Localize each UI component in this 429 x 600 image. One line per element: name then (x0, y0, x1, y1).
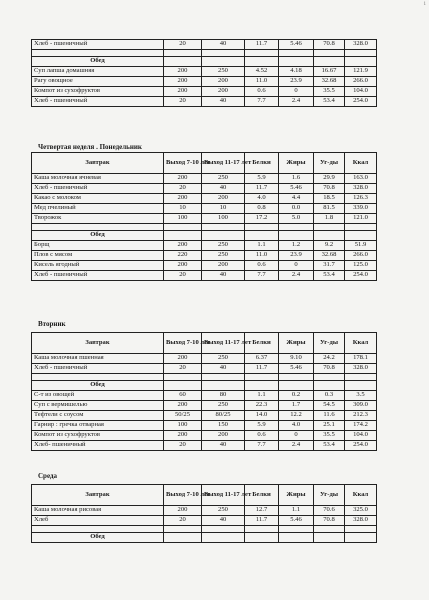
cell-dish-name: Кисель ягодный (32, 261, 164, 271)
empty-cell (245, 57, 279, 67)
cell-portion-7-10: 20 (164, 271, 202, 281)
cell-portion-11-17: 250 (202, 174, 245, 184)
cell-portion-7-10: 200 (164, 87, 202, 97)
cell-protein: 14.0 (245, 411, 279, 421)
cell-portion-7-10: 10 (164, 204, 202, 214)
cell-portion-11-17: 250 (202, 354, 245, 364)
cell-dish-name: Хлеб - пшеничный (32, 184, 164, 194)
cell-fat: 5.46 (279, 516, 314, 526)
table-row (32, 184, 377, 194)
table-row (32, 204, 377, 214)
column-header-dish-name: Завтрак (32, 333, 164, 354)
cell-fat: 23.9 (279, 77, 314, 87)
cell-carbs: 24.2 (314, 354, 345, 364)
cell-portion-11-17: 40 (202, 364, 245, 374)
cell-portion-7-10: 200 (164, 241, 202, 251)
cell-portion-11-17: 80 (202, 391, 245, 401)
empty-cell (245, 224, 279, 231)
column-header-portion-7-10: Выход 7-10 лет (164, 485, 202, 506)
table-header-row (32, 333, 377, 354)
empty-cell (314, 526, 345, 533)
cell-fat: 5.0 (279, 214, 314, 224)
cell-protein: 5.9 (245, 421, 279, 431)
empty-cell (245, 526, 279, 533)
table-row (32, 506, 377, 516)
day-heading-wednesday: Среда (38, 472, 58, 480)
empty-cell (202, 374, 245, 381)
empty-cell (314, 381, 345, 391)
cell-portion-11-17: 40 (202, 97, 245, 107)
cell-kcal: 266.0 (345, 251, 377, 261)
section-label: Обед (32, 381, 164, 391)
cell-kcal: 266.0 (345, 77, 377, 87)
cell-fat: 9.10 (279, 354, 314, 364)
cell-dish-name: Хлеб (32, 516, 164, 526)
cell-fat: 0 (279, 431, 314, 441)
table-row (32, 194, 377, 204)
empty-cell (279, 50, 314, 57)
cell-dish-name: Плов с мясом (32, 251, 164, 261)
table-row (32, 174, 377, 184)
cell-portion-7-10: 20 (164, 516, 202, 526)
empty-cell (245, 231, 279, 241)
cell-portion-7-10: 100 (164, 214, 202, 224)
cell-protein: 1.1 (245, 241, 279, 251)
table-row (32, 67, 377, 77)
cell-portion-11-17: 10 (202, 204, 245, 214)
column-header-carbs: Уг-ды (314, 153, 345, 174)
cell-kcal: 104.0 (345, 431, 377, 441)
section-row (32, 231, 377, 241)
table-row (32, 77, 377, 87)
menu-table-wednesday (31, 484, 377, 543)
cell-portion-7-10: 200 (164, 194, 202, 204)
cell-protein: 5.9 (245, 174, 279, 184)
cell-dish-name: Хлеб - пшеничный (32, 271, 164, 281)
cell-portion-11-17: 250 (202, 67, 245, 77)
cell-portion-7-10: 200 (164, 401, 202, 411)
column-header-fat: Жиры (279, 333, 314, 354)
cell-portion-7-10: 100 (164, 421, 202, 431)
cell-portion-7-10: 200 (164, 174, 202, 184)
table-row (32, 87, 377, 97)
cell-kcal: 328.0 (345, 184, 377, 194)
cell-portion-7-10: 200 (164, 506, 202, 516)
table-row (32, 241, 377, 251)
column-header-dish-name: Завтрак (32, 485, 164, 506)
cell-portion-11-17: 40 (202, 271, 245, 281)
cell-protein: 0.6 (245, 261, 279, 271)
cell-portion-11-17: 200 (202, 431, 245, 441)
empty-cell (279, 231, 314, 241)
cell-carbs: 53.4 (314, 441, 345, 451)
cell-carbs: 29.9 (314, 174, 345, 184)
table-row (32, 431, 377, 441)
cell-protein: 4.0 (245, 194, 279, 204)
table-header-row (32, 485, 377, 506)
empty-cell (164, 526, 202, 533)
cell-kcal: 3.5 (345, 391, 377, 401)
cell-kcal: 339.0 (345, 204, 377, 214)
table-row (32, 354, 377, 364)
cell-fat: 23.9 (279, 251, 314, 261)
cell-dish-name: Хлеб - пшеничный (32, 40, 164, 50)
table-row (32, 401, 377, 411)
empty-cell (345, 231, 377, 241)
empty-cell (245, 374, 279, 381)
empty-cell (314, 231, 345, 241)
cell-portion-7-10: 20 (164, 184, 202, 194)
cell-portion-11-17: 100 (202, 214, 245, 224)
cell-fat: 5.46 (279, 364, 314, 374)
section-label: Обед (32, 533, 164, 543)
cell-protein: 6.37 (245, 354, 279, 364)
cell-kcal: 328.0 (345, 40, 377, 50)
table-row (32, 421, 377, 431)
cell-dish-name: Хлеб - пшеничный (32, 364, 164, 374)
cell-dish-name: Каша молочная пшенная (32, 354, 164, 364)
table-row (32, 97, 377, 107)
empty-cell (279, 526, 314, 533)
table-row (32, 411, 377, 421)
spacer-row (32, 50, 377, 57)
column-header-portion-11-17: Выход 11-17 лет (202, 485, 245, 506)
empty-cell (345, 526, 377, 533)
section-label: Обед (32, 231, 164, 241)
table-row (32, 261, 377, 271)
cell-dish-name: Хлеб - пшеничный (32, 97, 164, 107)
cell-fat: 12.2 (279, 411, 314, 421)
cell-carbs: 1.8 (314, 214, 345, 224)
empty-cell (279, 533, 314, 543)
section-row (32, 381, 377, 391)
column-header-portion-11-17: Выход 11-17 лет (202, 333, 245, 354)
column-header-kcal: Ккал (345, 333, 377, 354)
cell-protein: 4.52 (245, 67, 279, 77)
column-header-kcal: Ккал (345, 485, 377, 506)
empty-cell (345, 381, 377, 391)
table-row (32, 271, 377, 281)
cell-fat: 0.0 (279, 204, 314, 214)
column-header-portion-7-10: Выход 7-10 лет (164, 153, 202, 174)
cell-protein: 0.8 (245, 204, 279, 214)
cell-carbs: 25.1 (314, 421, 345, 431)
column-header-carbs: Уг-ды (314, 333, 345, 354)
menu-table-continuation (31, 39, 377, 107)
cell-portion-11-17: 250 (202, 506, 245, 516)
cell-portion-11-17: 40 (202, 184, 245, 194)
empty-cell (345, 224, 377, 231)
cell-protein: 1.1 (245, 391, 279, 401)
cell-protein: 11.7 (245, 184, 279, 194)
cell-protein: 7.7 (245, 97, 279, 107)
cell-carbs: 53.4 (314, 271, 345, 281)
column-header-dish-name: Завтрак (32, 153, 164, 174)
cell-portion-7-10: 200 (164, 354, 202, 364)
cell-fat: 1.6 (279, 174, 314, 184)
cell-dish-name: Какао с молоком (32, 194, 164, 204)
column-header-fat: Жиры (279, 153, 314, 174)
cell-portion-11-17: 80/25 (202, 411, 245, 421)
cell-portion-7-10: 20 (164, 97, 202, 107)
cell-portion-7-10: 220 (164, 251, 202, 261)
cell-kcal: 254.0 (345, 441, 377, 451)
cell-protein: 11.7 (245, 516, 279, 526)
cell-fat: 4.18 (279, 67, 314, 77)
cell-protein: 12.7 (245, 506, 279, 516)
cell-kcal: 178.1 (345, 354, 377, 364)
cell-kcal: 328.0 (345, 364, 377, 374)
cell-carbs: 70.6 (314, 506, 345, 516)
cell-carbs: 16.67 (314, 67, 345, 77)
cell-portion-11-17: 200 (202, 87, 245, 97)
cell-carbs: 70.8 (314, 364, 345, 374)
cell-portion-7-10: 60 (164, 391, 202, 401)
empty-cell (345, 50, 377, 57)
cell-kcal: 121.0 (345, 214, 377, 224)
empty-cell (202, 57, 245, 67)
cell-portion-7-10: 50/25 (164, 411, 202, 421)
cell-fat: 0 (279, 261, 314, 271)
cell-kcal: 125.0 (345, 261, 377, 271)
cell-portion-11-17: 40 (202, 40, 245, 50)
empty-cell (279, 374, 314, 381)
cell-carbs: 0.3 (314, 391, 345, 401)
table-row (32, 251, 377, 261)
cell-fat: 2.4 (279, 271, 314, 281)
cell-protein: 7.7 (245, 441, 279, 451)
empty-cell (202, 533, 245, 543)
cell-dish-name: Суп с вермишелью (32, 401, 164, 411)
empty-cell (314, 533, 345, 543)
cell-portion-11-17: 40 (202, 441, 245, 451)
cell-carbs: 53.4 (314, 97, 345, 107)
cell-kcal: 328.0 (345, 516, 377, 526)
cell-fat: 0.2 (279, 391, 314, 401)
table-row (32, 214, 377, 224)
empty-cell (164, 533, 202, 543)
cell-portion-11-17: 250 (202, 241, 245, 251)
cell-kcal: 212.3 (345, 411, 377, 421)
empty-cell (245, 381, 279, 391)
cell-kcal: 121.9 (345, 67, 377, 77)
cell-fat: 1.1 (279, 506, 314, 516)
column-header-portion-7-10: Выход 7-10 лет (164, 333, 202, 354)
empty-cell (314, 57, 345, 67)
cell-kcal: 174.2 (345, 421, 377, 431)
cell-dish-name: Гарнир : гречка отварная (32, 421, 164, 431)
cell-fat: 2.4 (279, 97, 314, 107)
section-row (32, 533, 377, 543)
cell-fat: 4.0 (279, 421, 314, 431)
cell-portion-7-10: 20 (164, 364, 202, 374)
empty-cell (202, 381, 245, 391)
spacer-row (32, 374, 377, 381)
cell-kcal: 309.0 (345, 401, 377, 411)
cell-carbs: 31.7 (314, 261, 345, 271)
cell-protein: 11.0 (245, 251, 279, 261)
cell-carbs: 35.5 (314, 431, 345, 441)
cell-kcal: 254.0 (345, 97, 377, 107)
empty-cell (164, 57, 202, 67)
empty-cell (32, 224, 164, 231)
empty-cell (32, 374, 164, 381)
empty-cell (345, 533, 377, 543)
cell-carbs: 11.6 (314, 411, 345, 421)
cell-dish-name: Рагу овощное (32, 77, 164, 87)
empty-cell (32, 50, 164, 57)
cell-protein: 11.7 (245, 364, 279, 374)
cell-kcal: 163.0 (345, 174, 377, 184)
empty-cell (314, 374, 345, 381)
cell-dish-name: Хлеб- пшеничный (32, 441, 164, 451)
table-row (32, 441, 377, 451)
cell-portion-7-10: 200 (164, 431, 202, 441)
cell-portion-11-17: 200 (202, 194, 245, 204)
cell-portion-7-10: 200 (164, 261, 202, 271)
cell-portion-11-17: 250 (202, 251, 245, 261)
cell-dish-name: Суп лапша домашняя (32, 67, 164, 77)
menu-table-tuesday (31, 332, 377, 451)
section-label: Обед (32, 57, 164, 67)
cell-kcal: 254.0 (345, 271, 377, 281)
table-row (32, 391, 377, 401)
cell-carbs: 32.68 (314, 251, 345, 261)
cell-portion-7-10: 200 (164, 67, 202, 77)
cell-carbs: 9.2 (314, 241, 345, 251)
column-header-portion-11-17: Выход 11-17 лет (202, 153, 245, 174)
cell-carbs: 70.8 (314, 40, 345, 50)
empty-cell (279, 57, 314, 67)
cell-protein: 17.2 (245, 214, 279, 224)
empty-cell (164, 50, 202, 57)
cell-carbs: 70.8 (314, 184, 345, 194)
cell-dish-name: Борщ (32, 241, 164, 251)
empty-cell (164, 224, 202, 231)
column-header-carbs: Уг-ды (314, 485, 345, 506)
column-header-protein: Белки (245, 153, 279, 174)
cell-dish-name: Компот из сухофруктов (32, 431, 164, 441)
empty-cell (314, 50, 345, 57)
column-header-protein: Белки (245, 485, 279, 506)
cell-kcal: 51.9 (345, 241, 377, 251)
empty-cell (245, 533, 279, 543)
empty-cell (279, 224, 314, 231)
spacer-row (32, 224, 377, 231)
table-row (32, 516, 377, 526)
cell-dish-name: Компот из сухофруктов (32, 87, 164, 97)
page-mark: 1 (423, 2, 426, 7)
cell-fat: 5.46 (279, 40, 314, 50)
empty-cell (164, 381, 202, 391)
cell-dish-name: Творожок (32, 214, 164, 224)
cell-protein: 11.0 (245, 77, 279, 87)
cell-fat: 5.46 (279, 184, 314, 194)
cell-dish-name: Каша молочная рисовая (32, 506, 164, 516)
cell-fat: 0 (279, 87, 314, 97)
cell-dish-name: Тефтели с соусом (32, 411, 164, 421)
cell-protein: 0.6 (245, 87, 279, 97)
cell-dish-name: Мед пчелиный (32, 204, 164, 214)
cell-fat: 2.4 (279, 441, 314, 451)
table-row (32, 40, 377, 50)
day-heading-tuesday: Вторник (38, 320, 66, 328)
day-heading-monday: Четвертая неделя . Понедельник (38, 143, 142, 151)
empty-cell (164, 374, 202, 381)
cell-portion-11-17: 200 (202, 77, 245, 87)
cell-dish-name: Каша молочная ячневая (32, 174, 164, 184)
cell-portion-11-17: 250 (202, 401, 245, 411)
cell-carbs: 81.5 (314, 204, 345, 214)
cell-fat: 1.7 (279, 401, 314, 411)
cell-portion-11-17: 40 (202, 516, 245, 526)
cell-fat: 1.2 (279, 241, 314, 251)
empty-cell (314, 224, 345, 231)
menu-table-monday (31, 152, 377, 281)
cell-dish-name: С-т из овощей (32, 391, 164, 401)
column-header-kcal: Ккал (345, 153, 377, 174)
cell-carbs: 18.5 (314, 194, 345, 204)
cell-kcal: 104.0 (345, 87, 377, 97)
spacer-row (32, 526, 377, 533)
empty-cell (279, 381, 314, 391)
table-header-row (32, 153, 377, 174)
table-row (32, 364, 377, 374)
cell-protein: 11.7 (245, 40, 279, 50)
empty-cell (202, 526, 245, 533)
cell-protein: 7.7 (245, 271, 279, 281)
cell-kcal: 126.3 (345, 194, 377, 204)
empty-cell (345, 374, 377, 381)
cell-portion-11-17: 200 (202, 261, 245, 271)
cell-carbs: 35.5 (314, 87, 345, 97)
empty-cell (245, 50, 279, 57)
cell-carbs: 54.5 (314, 401, 345, 411)
empty-cell (202, 224, 245, 231)
cell-carbs: 32.68 (314, 77, 345, 87)
column-header-protein: Белки (245, 333, 279, 354)
empty-cell (202, 50, 245, 57)
cell-fat: 4.4 (279, 194, 314, 204)
cell-kcal: 325.0 (345, 506, 377, 516)
empty-cell (32, 526, 164, 533)
cell-portion-7-10: 20 (164, 441, 202, 451)
section-row (32, 57, 377, 67)
cell-portion-7-10: 200 (164, 77, 202, 87)
empty-cell (202, 231, 245, 241)
cell-carbs: 70.8 (314, 516, 345, 526)
empty-cell (345, 57, 377, 67)
empty-cell (164, 231, 202, 241)
cell-portion-11-17: 150 (202, 421, 245, 431)
cell-portion-7-10: 20 (164, 40, 202, 50)
cell-protein: 22.3 (245, 401, 279, 411)
cell-protein: 0.6 (245, 431, 279, 441)
column-header-fat: Жиры (279, 485, 314, 506)
